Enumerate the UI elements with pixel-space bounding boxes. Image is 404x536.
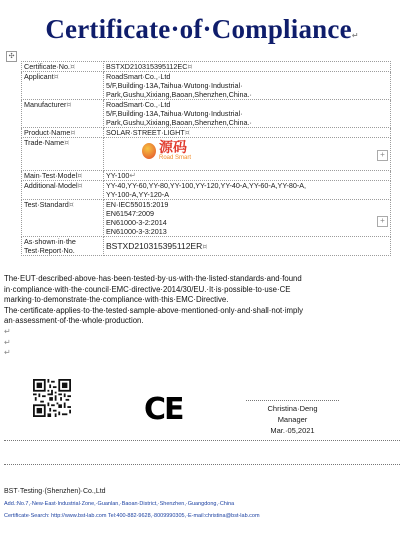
value-test-standard: EN·IEC55015:2019 EN61547:2009 EN61000-3-2:2014 EN61000-3-3:2013 + bbox=[104, 200, 391, 237]
ce-mark: CE bbox=[144, 392, 183, 427]
value-product-name: SOLAR·STREET·LIGHT¤ bbox=[104, 128, 391, 138]
label-test-report-no: As·shown·in·the Test·Report·No. bbox=[22, 237, 104, 256]
add-row-icon[interactable]: + bbox=[377, 216, 388, 227]
label-applicant: Applicant¤ bbox=[22, 72, 104, 100]
compliance-statement: The·EUT·described·above·has·been·tested·by·us·with·the·listed·standards·and·found in·compliance·with·the·council·EMC·directive·2014/30/EU.·It·is·possible·to·use·CE marking·to·demonstrate·the·compliance·with·this·EMC·Directive. The·certificate·applies·to·the·tested·sample·above·mentioned·only·and·shall·not·imply an·assessment·of·the·whole·production. ↵ ↵ ↵ bbox=[4, 274, 396, 359]
section-divider bbox=[4, 440, 400, 441]
brand-logo: 源码 Road Smart bbox=[106, 138, 388, 164]
table-row bbox=[22, 138, 391, 171]
section-divider bbox=[4, 464, 400, 465]
value-trade-name bbox=[104, 138, 391, 171]
table-row bbox=[22, 100, 391, 128]
value-additional-model: YY-40,YY-60,YY-80,YY-100,YY-120,YY-40-A,YY-60-A,YY-80-A, YY-100-A,YY-120-A bbox=[104, 181, 391, 200]
add-row-icon[interactable]: + bbox=[377, 150, 388, 161]
table-row bbox=[22, 200, 391, 237]
table-move-handle-icon[interactable]: ✣ bbox=[6, 51, 17, 62]
value-test-report-no: BSTXD210315395112ER¤ bbox=[104, 237, 391, 256]
paragraph-mark: ↵ bbox=[4, 348, 11, 358]
footer: BST·Testing·(Shenzhen)·Co.,Ltd Add.:No.7,·New·East·Industrial·Zone,·Guanlan,·Baoan·District,·Shenzhen,·Guangdong,·China Certificate·Search: http://www.bst-lab.com Tel:400-882-9628,·8009990305,·E-mail:christina@bst-lab.com bbox=[4, 488, 260, 519]
table-row bbox=[22, 72, 391, 100]
label-manufacturer: Manufacturer¤ bbox=[22, 100, 104, 128]
label-product-name: Product·Name¤ bbox=[22, 128, 104, 138]
paragraph-mark: ↵ bbox=[4, 326, 11, 336]
value-applicant: RoadSmart·Co.,·Ltd 5/F,Building·13A,Taihua·Wutong·Industrial· Park,Gushu,Xixiang,Baoan,Shenzhen,China.· bbox=[104, 72, 391, 100]
value-main-test-model: YY-100↵ bbox=[104, 171, 391, 181]
table-row bbox=[22, 128, 391, 138]
table-row bbox=[22, 181, 391, 200]
certificate-info-table bbox=[21, 61, 391, 256]
table-row bbox=[22, 171, 391, 181]
certificate-search-link[interactable]: http://www.bst-lab.com bbox=[51, 513, 107, 519]
signature-line bbox=[246, 400, 339, 401]
value-certificate-no: BSTXD210315395112EC¤ bbox=[104, 62, 391, 72]
paragraph-mark: ↵ bbox=[4, 337, 11, 347]
brand-logo-icon bbox=[142, 143, 156, 159]
value-manufacturer: RoadSmart·Co.,·Ltd 5/F,Building·13A,Taihua·Wutong·Industrial· Park,Gushu,Xixiang,Baoan,Shenzhen,China.· bbox=[104, 100, 391, 128]
table-row bbox=[22, 237, 391, 256]
label-additional-model: Additional·Model¤ bbox=[22, 181, 104, 200]
table-row bbox=[22, 62, 391, 72]
certificate-title: Certificate·of·Compliance↵ bbox=[45, 14, 359, 44]
label-test-standard: Test·Standard¤ bbox=[22, 200, 104, 237]
label-certificate-no: Certificate·No.¤ bbox=[22, 62, 104, 72]
qr-code bbox=[33, 379, 71, 417]
label-trade-name: Trade·Name¤ bbox=[22, 138, 104, 171]
signature-block: Christina·Deng Manager Mar.·05,2021 bbox=[267, 404, 318, 435]
label-main-test-model: Main·Test·Model¤ bbox=[22, 171, 104, 181]
